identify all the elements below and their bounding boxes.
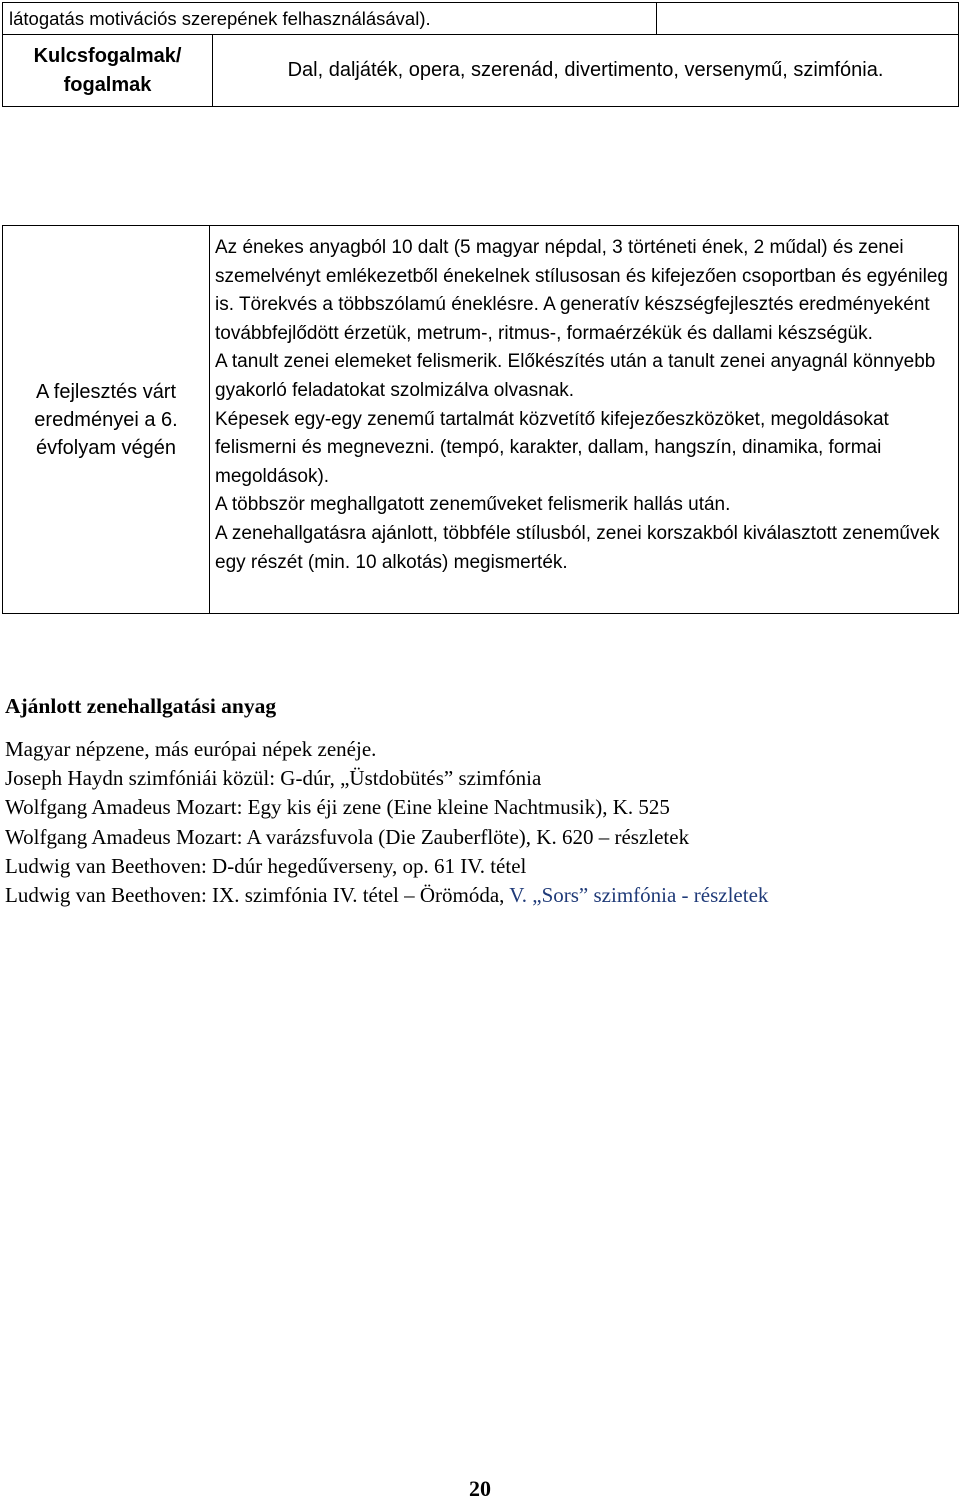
outcome-sentence: Képesek egy-egy zenemű tartalmát közvetítő kifejezőeszközöket, megoldásokat felismerni és megnevezni. (tempó, karakter, dallam, hangszín, dinamika, formai megoldások). — [215, 408, 889, 487]
list-item-main: Ludwig van Beethoven: IX. szimfónia IV. tétel – Örömóda, — [5, 883, 510, 908]
key-concepts-label — [3, 35, 213, 107]
list-item: Magyar népzene, más európai népek zenéje. — [5, 737, 377, 761]
outcome-sentence: A tanult zenei elemeket felismerik. — [215, 351, 503, 373]
outcome-sentence: A többször meghallgatott zeneműveket felismerik hallás után. — [215, 494, 731, 516]
continuation-text: látogatás motivációs szerepének felhasználásával). — [3, 3, 657, 35]
key-concepts-label-line1: Kulcsfogalmak/ — [33, 44, 182, 67]
page-number: 20 — [469, 1476, 491, 1501]
symphony-link-text: V. „Sors” szimfónia - részletek — [509, 883, 769, 908]
list-item: Wolfgang Amadeus Mozart: Egy kis éji zene (Eine kleine Nachtmusik), K. 525 — [5, 795, 670, 820]
list-item: Joseph Haydn szimfóniái közül: G-dúr, „Üstdobütés” szimfónia — [5, 766, 542, 791]
listening-list — [5, 735, 768, 910]
outcomes-table — [2, 225, 959, 614]
key-concepts-row — [3, 35, 959, 107]
outcomes-text — [210, 226, 959, 614]
outcome-sentence: Előkészítés után a tanult zenei anyagnál könnyebb gyakorló feladatokat szolmizálva olvasnak. — [215, 351, 936, 401]
outcome-sentence: A zenehallgatásra ajánlott, többféle stílusból, zenei korszakból kiválasztott zeneművek egy részét (min. 10 alkotás) megismerték. — [215, 522, 940, 573]
continuation-row — [3, 3, 959, 35]
outcome-sentence: Az énekes anyagból 10 dalt (5 magyar népdal, 3 történeti ének, 2 műdal) és zenei szemelvényt emlékezetből énekelnek stílusosan és kifejezően csoportban és egyénileg is. — [215, 237, 948, 316]
list-item: Wolfgang Amadeus Mozart: A varázsfuvola (Die Zauberflöte), K. 620 – részletek — [5, 824, 690, 849]
outcomes-label-line2: eredményei a 6. — [34, 408, 178, 431]
outcome-sentence: Törekvés a többszólamú éneklésre. — [238, 294, 539, 316]
key-concepts-label-line2: fogalmak — [63, 73, 152, 96]
outcomes-row — [3, 226, 959, 614]
key-concepts-value: Dal, daljáték, opera, szerenád, divertimento, versenymű, szimfónia. — [213, 35, 959, 107]
section-heading: Ajánlott zenehallgatási anyag — [5, 694, 277, 718]
list-item — [5, 881, 768, 910]
outcomes-label-line1: A fejlesztés várt — [35, 380, 177, 403]
empty-cell — [657, 3, 959, 35]
outcomes-label — [3, 226, 210, 614]
outcomes-label-line3: évfolyam végén — [35, 436, 177, 459]
list-item: Ludwig van Beethoven: D-dúr hegedűverseny, op. 61 IV. tétel — [5, 853, 527, 878]
key-concepts-table — [2, 2, 959, 107]
outcome-sentence: A generatív készségfejlesztés eredményeként továbbfejlődött érzetük, metrum-, ritmus-, formaérzékük és dallami készségük. — [215, 294, 930, 344]
